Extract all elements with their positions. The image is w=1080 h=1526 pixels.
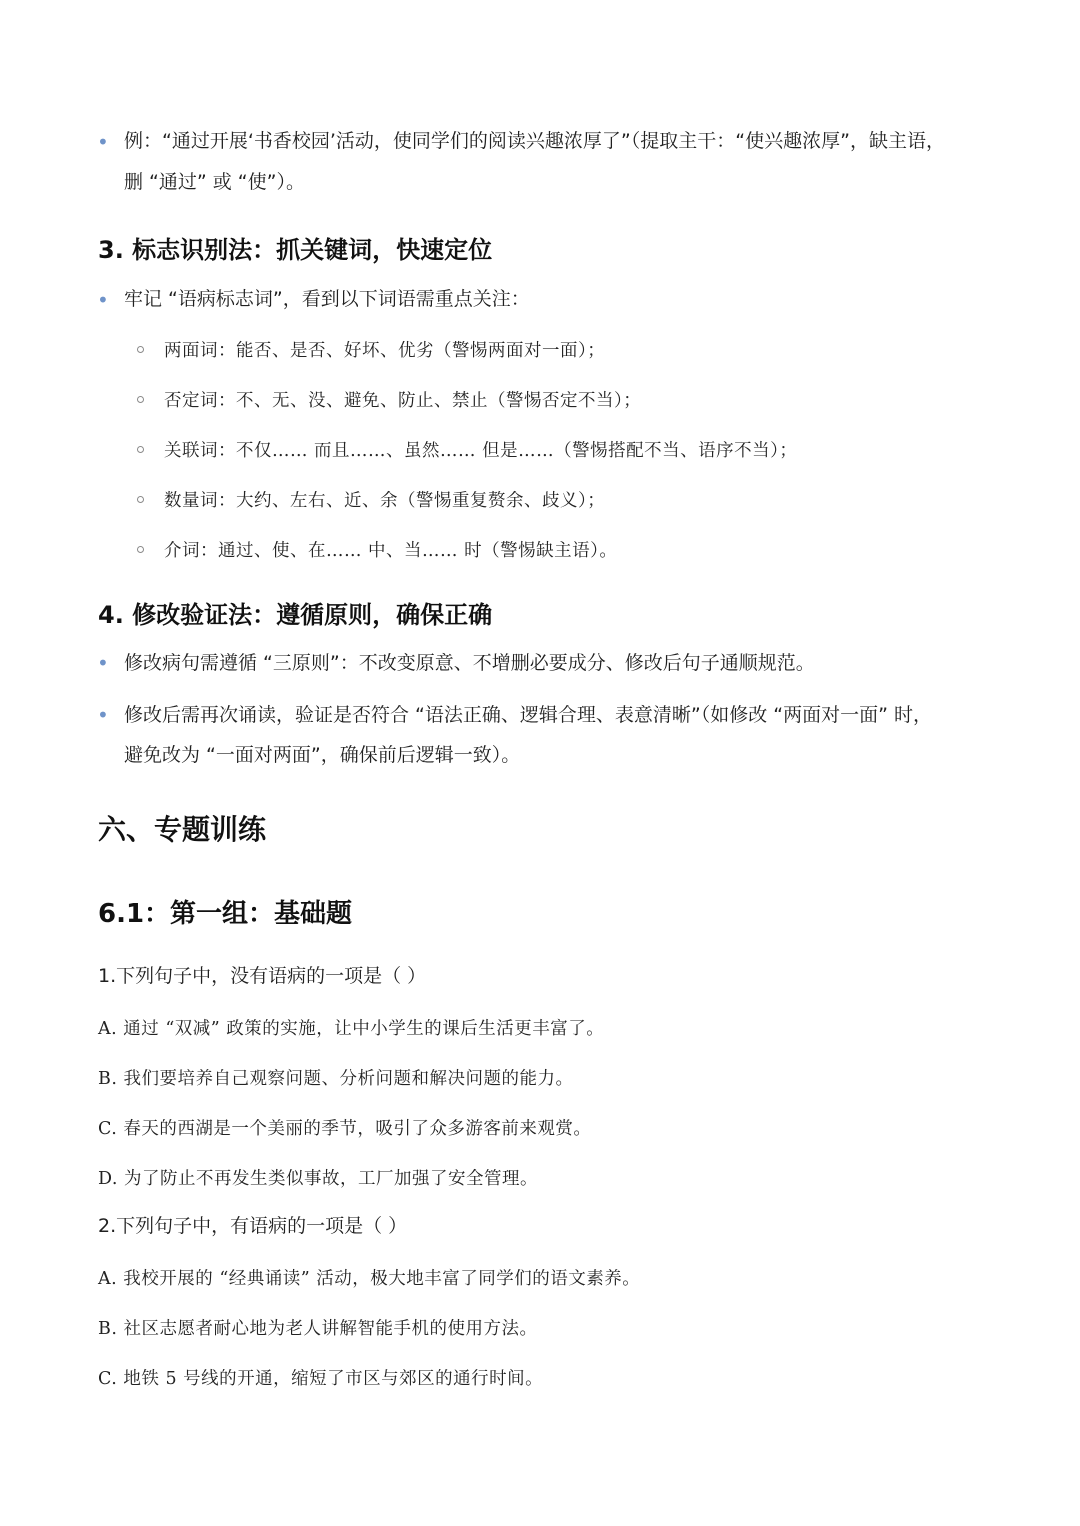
bullet-dot: •: [97, 703, 109, 727]
question-1-option-b: B. 我们要培养自己观察问题、分析问题和解决问题的能力。: [98, 1069, 574, 1089]
bullet-dot: •: [97, 288, 109, 312]
bullet-dot: •: [97, 651, 109, 675]
section-3-bullet: 牢记 “语病标志词”，看到以下词语需重点关注：: [124, 288, 530, 310]
question-1-option-c: C. 春天的西湖是一个美丽的季节，吸引了众多游客前来观赏。: [98, 1119, 592, 1139]
sub-bullet-circle: [136, 496, 146, 506]
sub-bullet-circle: [136, 346, 146, 356]
sub-item-negation: 否定词：不、无、没、避免、防止、禁止（警惕否定不当）；: [164, 391, 642, 411]
sub-item-quantity: 数量词：大约、左右、近、余（警惕重复赘余、歧义）；: [164, 491, 606, 511]
example-line-2: 删 “通过” 或 “使”）。: [124, 171, 305, 193]
sub-item-preposition: 介词：通过、使、在…… 中、当…… 时（警惕缺主语）。: [164, 541, 618, 561]
section-4-bullet-2-line-2: 避免改为 “一面对两面”，确保前后逻辑一致）。: [124, 744, 521, 766]
question-2-option-a: A. 我校开展的 “经典诵读” 活动，极大地丰富了同学们的语文素养。: [98, 1269, 641, 1289]
sub-item-conjunction: 关联词：不仅…… 而且……、虽然…… 但是……（警惕搭配不当、语序不当）；: [164, 441, 798, 461]
question-2-option-c: C. 地铁 5 号线的开通，缩短了市区与郊区的通行时间。: [98, 1369, 544, 1389]
sub-bullet-circle: [136, 396, 146, 406]
section-4-bullet-2-line-1: 修改后需再次诵读，验证是否符合 “语法正确、逻辑合理、表意清晰”（如修改 “两面对一面” 时，: [124, 704, 932, 726]
sub-item-two-sided: 两面词：能否、是否、好坏、优劣（警惕两面对一面）；: [164, 341, 606, 361]
example-line-1: 例：“通过开展‘书香校园’活动，使同学们的阅读兴趣浓厚了”（提取主干：“使兴趣浓厚”，缺主语，: [124, 130, 945, 152]
chapter-heading: 六、专题训练: [98, 813, 267, 846]
question-2-stem: 2.下列句子中，有语病的一项是（ ）: [98, 1215, 408, 1237]
section-3-heading: 3. 标志识别法：抓关键词，快速定位: [98, 236, 493, 264]
subsection-heading: 6.1：第一组：基础题: [98, 899, 353, 929]
section-4-heading: 4. 修改验证法：遵循原则，确保正确: [98, 601, 493, 629]
question-2-option-b: B. 社区志愿者耐心地为老人讲解智能手机的使用方法。: [98, 1319, 538, 1339]
question-1-option-a: A. 通过 “双减” 政策的实施，让中小学生的课后生活更丰富了。: [98, 1019, 605, 1039]
sub-bullet-circle: [136, 446, 146, 456]
question-1-option-d: D. 为了防止不再发生类似事故，工厂加强了安全管理。: [98, 1169, 539, 1189]
bullet-dot: •: [97, 130, 109, 154]
sub-bullet-circle: [136, 546, 146, 556]
question-1-stem: 1.下列句子中，没有语病的一项是（ ）: [98, 965, 427, 987]
section-4-bullet-1: 修改病句需遵循 “三原则”：不改变原意、不增删必要成分、修改后句子通顺规范。: [124, 652, 815, 674]
